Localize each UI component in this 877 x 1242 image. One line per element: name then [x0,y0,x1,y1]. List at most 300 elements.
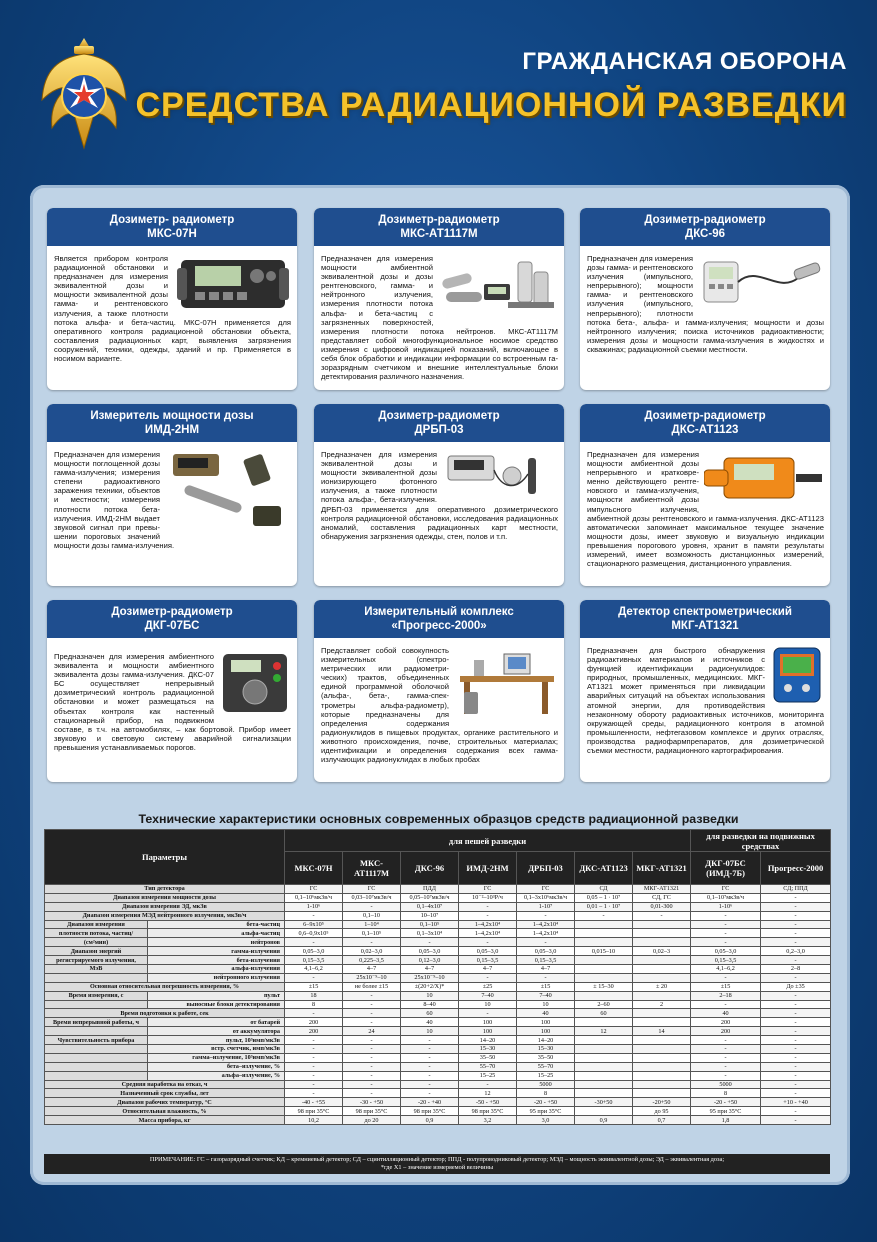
table-cell: 0,225–3,5 [343,956,401,965]
table-cell: 15–25 [459,1071,517,1080]
table-cell: 15–25 [517,1071,575,1080]
table-cell: - [761,973,831,982]
table-cell: до 95 [633,1107,691,1116]
table-row [45,991,831,1000]
table-cell [575,965,633,974]
table-cell [575,973,633,982]
table-cell: - [761,1027,831,1036]
table-cell: 3,0 [517,1116,575,1125]
param-name: Диапазон измерения мощности дозы [45,893,285,902]
table-cell: 0,05–3,0 [691,947,761,956]
table-cell: - [761,1071,831,1080]
table-cell: 12 [575,1027,633,1036]
dosimeter-probe-icon [698,254,824,308]
table-cell: 1-10⁷ [517,902,575,911]
card-header [47,404,297,442]
card-body [54,652,291,778]
table-cell: 200 [691,1027,761,1036]
table-cell: 0,9 [575,1116,633,1125]
param-sub: бета-частиц [148,920,285,929]
table-cell: до 20 [343,1116,401,1125]
column-header: ДРБП-03 [517,852,575,885]
table-row [45,1027,831,1036]
param-sub: от аккумулятора [148,1027,285,1036]
table-cell [575,956,633,965]
table-cell: 0,1–4х10⁷ [401,902,459,911]
card-title-line1: Дозиметр-радиометр [111,606,233,618]
param-group: Время непрерывной работы, ч [45,1018,148,1027]
table-cell: СД; ППД [761,885,831,894]
param-sub: встр. счетчик, имп/мкЗв [148,1045,285,1054]
table-cell: 7–40 [517,991,575,1000]
table-cell: - [517,938,575,947]
spectrometer-icon [770,646,824,704]
card-mks-07n [47,208,297,390]
table-cell: 7–40 [459,991,517,1000]
table-cell: - [691,1053,761,1062]
params-header: Параметры [45,830,285,885]
table-cell: 1-10⁶ [285,902,343,911]
table-cell: 1–4,2х10⁴ [459,929,517,938]
table-cell: 1–10⁴ [343,920,401,929]
table-cell: - [761,991,831,1000]
table-cell [575,991,633,1000]
table-cell [633,973,691,982]
table-cell: - [401,1045,459,1054]
card-title-line1: Измеритель мощности дозы [90,410,254,422]
card-drbp-03 [314,404,564,586]
table-row [45,956,831,965]
card-title-line2: МКС-07Н [147,228,197,240]
table-cell: - [343,938,401,947]
table-cell: ± 15–30 [575,982,633,991]
table-cell: 6–9х10⁵ [285,920,343,929]
card-header [314,208,564,246]
table-cell: 18 [285,991,343,1000]
table-cell: -20+50 [633,1098,691,1107]
table-cell: 0,1–10⁵ [343,929,401,938]
param-sub: гамма–излучение, 10³имп/мкЗв [148,1053,285,1062]
param-name: Средняя наработка на отказ, ч [45,1080,285,1089]
table-cell [633,938,691,947]
table-cell: 200 [285,1018,343,1027]
table-cell: 55–70 [517,1062,575,1071]
table-note [44,1154,830,1174]
table-cell: 35–50 [459,1053,517,1062]
card-header [580,404,830,442]
param-sub: альфа–излучение, % [148,1071,285,1080]
table-cell: ± 20 [633,982,691,991]
table-cell: 95 при 35°С [691,1107,761,1116]
table-row [45,947,831,956]
card-description: Предназначен для измерения мощности поглощенной дозы гамма-излучения; измерения степени радиоактивного заражения техники, объектов и местности; измерения плотности потока бета-излучения. ИМД-2НМ выдает звуковой сигнал при превышении пороговых значений мощности дозы гамма-излучения. [54,450,175,550]
card-title-line2: ИМД-2НМ [144,424,200,436]
table-cell: 15–30 [517,1045,575,1054]
table-cell [575,1053,633,1062]
card-title-line2: МКГ-АТ1321 [671,620,739,632]
table-cell: 0,2–3,0 [761,947,831,956]
table-cell [633,920,691,929]
table-row [45,1098,831,1107]
spec-table [44,829,831,1125]
table-cell: 0,1–3х10⁶мкЗв/ч [517,893,575,902]
table-cell: - [343,1080,401,1089]
card-body [587,450,824,582]
radiometer-icon [442,450,558,498]
table-cell [575,1036,633,1045]
table-cell [633,1053,691,1062]
table-row [45,1080,831,1089]
table-cell [633,956,691,965]
table-cell: - [343,1018,401,1027]
table-cell: - [285,938,343,947]
table-cell: 0,05–3,0 [285,947,343,956]
card-header [580,600,830,638]
table-cell: 10–10⁷ [401,911,459,920]
table-cell: - [285,1036,343,1045]
card-title-line2: ДРБП-03 [414,424,464,436]
table-cell: -20 - +50 [691,1098,761,1107]
table-cell: 35–50 [517,1053,575,1062]
table-row [45,1009,831,1018]
table-cell: - [761,1116,831,1125]
table-cell: 1-10⁶ [691,902,761,911]
table-cell: 14–20 [459,1036,517,1045]
card-description: Предназначен для измерения амбиентного эквивалента и мощности амбиентного эквивалента дозы гамма-излучения. ДКС-07 БС осуществляет непрерывный дозиметрический контроль радиационной обстановки и может размещаться на объектах контроля как настенный стационарный прибор, на подвижном составе, в т.ч. на автомобилях, – как бортовой. Прибор имеет звуковую и световую систему аварийной сигнализации превышения устанавливаемых порогов. [54,652,291,752]
param-group [45,1045,148,1054]
table-cell: - [459,911,517,920]
card-description: Представляет собой совокупность измерительных (спектрометрических или радиометрических) трактов, объединенных единой программной оболочкой (альфа-, бета-, гамма-спектрометры альфа-радиометр), которые предназначены для определения содержания радионуклидов в пищевых продуктах, органике растительного и животного происхождения, почве, строительных материалах; идентификации и определения содержания всех гамма-излучающих радионуклидах в любых пробах [321,646,558,765]
card-body [321,254,558,386]
page-subtitle: ГРАЖДАНСКАЯ ОБОРОНА [522,48,847,75]
param-sub: пульт, 10³имп/мкЗв [148,1036,285,1045]
table-row [45,1036,831,1045]
table-cell: 0,15–3,5 [459,956,517,965]
table-cell: 98 при 35°С [343,1107,401,1116]
table-cell: -20 - +50 [517,1098,575,1107]
table-title: Технические характеристики основных современных образцов средств радиационной разведки [138,812,739,826]
card-body [54,450,291,582]
table-cell [575,1071,633,1080]
param-group [45,1027,148,1036]
table-cell: 200 [691,1018,761,1027]
table-cell: - [343,1062,401,1071]
table-cell [633,1062,691,1071]
table-cell: 5000 [691,1080,761,1089]
table-cell: 2–8 [761,965,831,974]
table-cell: 0,05–3,0 [459,947,517,956]
param-name: Основная относительная погрешность измерения, % [45,982,285,991]
card-description: Является прибором контроля радиационной обстановки и предназначен для измерения эквивалентной дозы и мощности эквивалентной дозы гамма- и рентгеновского излучения, а также плотности потока альфа- и бета-частиц. МКС-07Н применяется для оперативного контроля радиационной обстановки объекта, составления радиационных карт, выявления загрязнения сооружений, техники, одежды, зданий и пр. Применяется в носимом варианте. [54,254,291,364]
table-cell: +10 - +40 [761,1098,831,1107]
table-cell: - [401,938,459,947]
table-cell: - [691,973,761,982]
column-header: МКС-АТ1117М [343,852,401,885]
table-cell: 2–60 [575,1000,633,1009]
table-cell [633,1018,691,1027]
param-group: Диапазон измерения [45,920,148,929]
table-cell: 0,12–3,0 [401,956,459,965]
table-cell: ±15 [517,982,575,991]
param-group: Диапазон энергий [45,947,148,956]
table-cell: - [401,1089,459,1098]
table-row [45,885,831,894]
table-cell: - [343,991,401,1000]
table-cell: 200 [285,1027,343,1036]
table-cell: -40 - +55 [285,1098,343,1107]
table-cell: - [459,902,517,911]
table-cell: 10⁻²–10³Р/ч [459,893,517,902]
card-title-line1: Детектор спектрометрический [618,606,792,618]
table-cell: - [343,1000,401,1009]
param-name: Диапазон рабочих температур, °С [45,1098,285,1107]
table-cell: МКГ-АТ1321 [633,885,691,894]
table-cell: 0,05–3,0 [401,947,459,956]
table-row [45,902,831,911]
table-cell: - [459,1080,517,1089]
table-cell [633,965,691,974]
column-header: МКС-07Н [285,852,343,885]
param-group [45,1062,148,1071]
table-cell: - [285,1089,343,1098]
card-title-line2: ДКС-АТ1123 [671,424,739,436]
table-cell: - [401,1071,459,1080]
table-cell: До ±35 [761,982,831,991]
table-cell: 0,6–0,9х10⁵ [285,929,343,938]
table-row [45,1116,831,1125]
param-name: Тип детектора [45,885,285,894]
table-cell [633,1036,691,1045]
param-group [45,1071,148,1080]
note-line1: ПРИМЕЧАНИЕ: ГС – газоразрядный счетчик; КД – кремниевый детектор; СД – сцинтилляционный детектор; ППД - полупроводниковый детектор; МЭД – мощность эквивалентной дозы; ЭД – эквивалентная доза; [149,1156,725,1163]
table-cell: - [691,929,761,938]
table-cell [633,1009,691,1018]
table-cell [633,991,691,1000]
table-cell: 1,8 [691,1116,761,1125]
table-cell: 0,03–10⁷мкЗв/ч [343,893,401,902]
table-cell: - [691,911,761,920]
table-cell: - [761,929,831,938]
dose-meter-icon [165,450,291,532]
param-sub: бета-излучения [148,956,285,965]
table-cell: СД [575,885,633,894]
table-row [45,982,831,991]
card-title-line2: ДКС-96 [685,228,725,240]
table-row [45,965,831,974]
table-cell [633,929,691,938]
table-cell: - [285,1071,343,1080]
param-sub: от батарей [148,1018,285,1027]
card-title-line2: «Прогресс-2000» [391,620,487,632]
table-cell: 0,05–10⁷мкЗв/ч [401,893,459,902]
mchs-emblem-icon [38,30,130,158]
table-cell: 24 [343,1027,401,1036]
table-cell: - [517,911,575,920]
param-group: Чувствительность прибора [45,1036,148,1045]
table-cell [575,938,633,947]
card-title-line1: Дозиметр-радиометр [644,214,766,226]
table-cell: 4–7 [517,965,575,974]
table-row [45,929,831,938]
table-cell [575,920,633,929]
table-row [45,1018,831,1027]
column-header: ДКС-АТ1123 [575,852,633,885]
param-name: Диапазон измерения ЭД, мкЗв [45,902,285,911]
orange-dosimeter-icon [704,450,824,504]
card-imd-2nm [47,404,297,586]
table-cell: - [517,973,575,982]
table-row [45,1062,831,1071]
table-cell: 0,9 [401,1116,459,1125]
table-cell: - [343,1071,401,1080]
table-cell [633,1071,691,1080]
table-cell: - [761,911,831,920]
card-header [314,600,564,638]
group-foot-header: для пешей разведки [285,830,691,852]
table-cell [633,1080,691,1089]
table-cell: 100 [459,1018,517,1027]
table-row [45,973,831,982]
table-cell: 4,1–6,2 [285,965,343,974]
table-cell: 40 [517,1009,575,1018]
table-cell: - [459,1009,517,1018]
table-cell: ГС [285,885,343,894]
table-cell: 1–4,2х10⁴ [517,929,575,938]
table-row [45,1071,831,1080]
table-cell: - [575,911,633,920]
table-cell [575,929,633,938]
table-cell [575,1018,633,1027]
table-cell: ±15 [285,982,343,991]
table-cell: 0,1–10⁶мкЗв/ч [285,893,343,902]
table-cell: - [285,911,343,920]
table-cell [575,1062,633,1071]
page-title: СРЕДСТВА РАДИАЦИОННОЙ РАЗВЕДКИ [135,86,847,124]
table-cell: 0,05 – 1 · 10⁷ [575,893,633,902]
param-name: Диапазон измерения МЭД нейтронного излучения, мкЗв/ч [45,911,285,920]
table-cell: - [285,973,343,982]
card-header [47,208,297,246]
table-cell: - [761,1009,831,1018]
table-cell: - [761,1036,831,1045]
table-row [45,938,831,947]
table-cell [575,1089,633,1098]
table-cell: - [343,1045,401,1054]
table-cell [575,1107,633,1116]
dosimeter-kit-icon [438,254,558,316]
table-cell [575,1045,633,1054]
card-mkg-at1321 [580,600,830,782]
card-header [47,600,297,638]
table-cell: - [761,1000,831,1009]
table-cell: СД, ГС [633,893,691,902]
table-cell: 100 [517,1018,575,1027]
card-title-line1: Дозиметр-радиометр [644,410,766,422]
dosimeter-device-icon [173,254,291,314]
table-cell: -50 - +50 [459,1098,517,1107]
table-row [45,1000,831,1009]
table-cell: 2 [633,1000,691,1009]
param-sub: нейтронного излучения [148,973,285,982]
card-mks-at1117m [314,208,564,390]
table-cell: ПДД [401,885,459,894]
table-cell: - [343,1009,401,1018]
table-cell: - [761,893,831,902]
param-sub: гамма-излучения [148,947,285,956]
table-cell: 0,05–3,0 [517,947,575,956]
card-body [321,646,558,778]
table-cell: 0,1–10⁵ [401,920,459,929]
param-name: Назначенный срок службы, лет [45,1089,285,1098]
table-cell: - [761,1045,831,1054]
table-cell: 98 при 35°С [401,1107,459,1116]
table-cell: ГС [691,885,761,894]
table-cell: -30+50 [575,1098,633,1107]
table-cell [633,1045,691,1054]
table-cell: 10 [517,1000,575,1009]
table-cell: 8 [517,1089,575,1098]
table-cell: - [633,911,691,920]
table-cell: 60 [575,1009,633,1018]
table-cell: 25х10⁻⁹–10 [401,973,459,982]
param-sub: альфа-излучения [148,965,285,974]
card-title-line1: Измерительный комплекс [364,606,514,618]
table-cell: 0,015–10 [575,947,633,956]
column-header: ИМД-2НМ [459,852,517,885]
table-cell: 0,7 [633,1116,691,1125]
table-cell: 5000 [517,1080,575,1089]
group-vehicle-header: для разведки на подвижных средствах [691,830,831,852]
table-cell: 2–18 [691,991,761,1000]
table-cell: - [691,1036,761,1045]
table-row [45,893,831,902]
card-title-line1: Дозиметр-радиометр [378,214,500,226]
table-cell: - [761,956,831,965]
table-cell: - [761,1080,831,1089]
card-title-line2: МКС-АТ1117М [400,228,478,240]
table-cell: - [343,902,401,911]
table-row [45,1053,831,1062]
table-row [45,1089,831,1098]
table-cell: не более ±15 [343,982,401,991]
table-cell: 8 [691,1089,761,1098]
table-cell: - [761,1062,831,1071]
table-cell: - [761,902,831,911]
table-cell: 10 [401,991,459,1000]
table-cell: - [285,1053,343,1062]
table-cell: 8–40 [401,1000,459,1009]
card-header [314,404,564,442]
table-cell: - [343,1089,401,1098]
card-body [321,450,558,582]
table-cell: 0,15–3,5 [691,956,761,965]
card-dkg-07bs [47,600,297,782]
table-cell: 100 [517,1027,575,1036]
table-cell: 12 [459,1089,517,1098]
param-name: Относительная влажность, % [45,1107,285,1116]
table-cell: - [761,1053,831,1062]
card-description: Предназначен для измерения эквивалентной дозы и мощности эквивалентной дозы ионизирующего фотонного излучения, а также плотности потока альфа-, бета-излучения. ДРБП-03 применяется для оперативного дозиметрического контроля радиационной обстановки, исследования радиационных аномалий, составления радиационных карт местности, обнаружения загрязнения одежды, стен, полов и т.п. [321,450,558,541]
column-header: Прогресс-2000 [761,852,831,885]
table-cell: 10 [459,1000,517,1009]
table-cell: - [691,920,761,929]
column-header: ДКГ-07БС (ИМД-7Б) [691,852,761,885]
table-cell: 0,01-300 [633,902,691,911]
table-row [45,911,831,920]
card-dks-96 [580,208,830,390]
card-progress-2000 [314,600,564,782]
table-cell: 0,02–3,0 [343,947,401,956]
